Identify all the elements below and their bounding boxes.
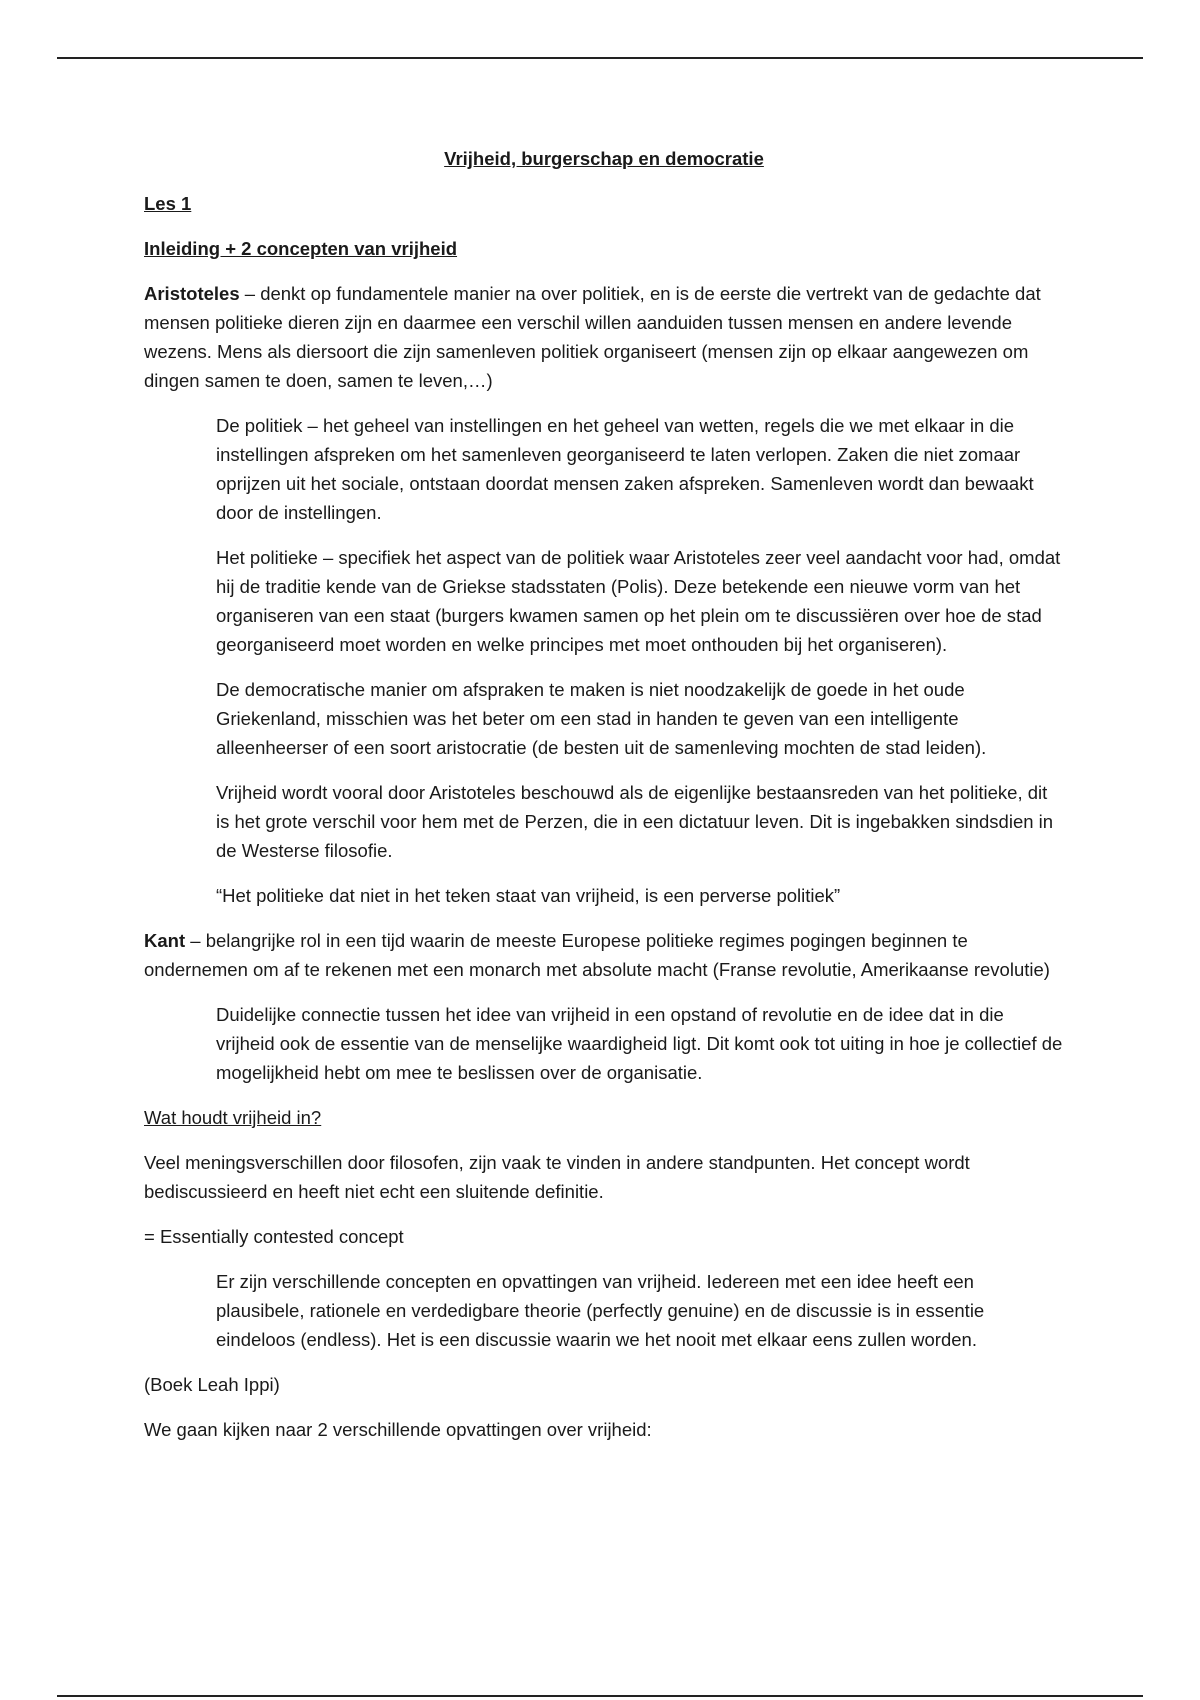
bottom-rule xyxy=(57,1695,1143,1697)
paragraph-vrijheid: Vrijheid wordt vooral door Aristoteles beschouwd als de eigenlijke bestaansreden van het politieke, dit is het grote verschil voor hem met de Perzen, die in een dictatuur leven. Dit is ingebakken sindsdien in de Westerse filosofie. xyxy=(216,782,1054,861)
section-heading: Inleiding + 2 concepten van vrijheid xyxy=(144,238,458,259)
lesson-heading: Les 1 xyxy=(144,193,192,214)
paragraph-boek: (Boek Leah Ippi) xyxy=(144,1374,280,1395)
document-title: Vrijheid, burgerschap en democratie xyxy=(444,148,764,169)
kant-text: – belangrijke rol in een tijd waarin de meeste Europese politieke regimes pogingen beginnen te ondernemen om af te rekenen met een monarch met absolute macht (Franse revolutie, Amerikaanse revolutie) xyxy=(144,930,1050,980)
term-aristoteles: Aristoteles xyxy=(144,283,240,304)
paragraph-concepten: Er zijn verschillende concepten en opvattingen van vrijheid. Iedereen met een idee heeft een plausibele, rationele en verdedigbare theorie (perfectly genuine) en de discussie is in essentie eindeloos (endless). Het is een discussie waarin we het nooit met elkaar eens zullen worden. xyxy=(216,1271,985,1350)
paragraph-meningsverschillen: Veel meningsverschillen door filosofen, zijn vaak te vinden in andere standpunten. Het concept wordt bediscussieerd en heeft niet echt een sluitende definitie. xyxy=(144,1152,970,1202)
document-page xyxy=(144,144,1064,1460)
paragraph-kant xyxy=(144,926,1064,984)
paragraph-contested: = Essentially contested concept xyxy=(144,1226,404,1247)
quote-politieke: “Het politieke dat niet in het teken staat van vrijheid, is een perverse politiek” xyxy=(216,885,841,906)
paragraph-democratisch: De democratische manier om afspraken te maken is niet noodzakelijk de goede in het oude Griekenland, misschien was het beter om een stad in handen te geven van een intelligente alleenheerser of een soort aristocratie (de besten uit de samenleving mochten de stad leiden). xyxy=(216,679,987,758)
paragraph-kant-connectie: Duidelijke connectie tussen het idee van vrijheid in een opstand of revolutie en de idee dat in die vrijheid ook de essentie van de menselijke waardigheid ligt. Dit komt ook tot uiting in hoe je collectief de mogelijkheid hebt om mee te beslissen over de organisatie. xyxy=(216,1004,1063,1083)
paragraph-last: We gaan kijken naar 2 verschillende opvattingen over vrijheid: xyxy=(144,1419,652,1440)
paragraph-de-politiek: De politiek – het geheel van instellingen en het geheel van wetten, regels die we met elkaar in die instellingen afspreken om het samenleven georganiseerd te laten verlopen. Zaken die niet zomaar oprijzen uit het sociale, ontstaan doordat mensen zaken afspreken. Samenleven wordt dan bewaakt door de instellingen. xyxy=(216,415,1034,523)
top-rule xyxy=(57,57,1143,59)
paragraph-het-politieke: Het politieke – specifiek het aspect van de politiek waar Aristoteles zeer veel aandacht voor had, omdat hij de traditie kende van de Griekse stadsstaten (Polis). Deze betekende een nieuwe vorm van het organiseren van een staat (burgers kwamen samen op het plein om te discussiëren over hoe de stad georganiseerd moet worden en welke principes met moet onthouden bij het organiseren). xyxy=(216,547,1061,655)
term-kant: Kant xyxy=(144,930,186,951)
subheading-vrijheid: Wat houdt vrijheid in? xyxy=(144,1107,322,1128)
paragraph-aristoteles xyxy=(144,279,1064,395)
aristoteles-text: – denkt op fundamentele manier na over politiek, en is de eerste die vertrekt van de gedachte dat mensen politieke dieren zijn en daarmee een verschil willen aanduiden tussen mensen en andere levende wezens. Mens als diersoort die zijn samenleven politiek organiseert (mensen zijn op elkaar aangewezen om dingen samen te doen, samen te leven,…) xyxy=(144,283,1041,391)
